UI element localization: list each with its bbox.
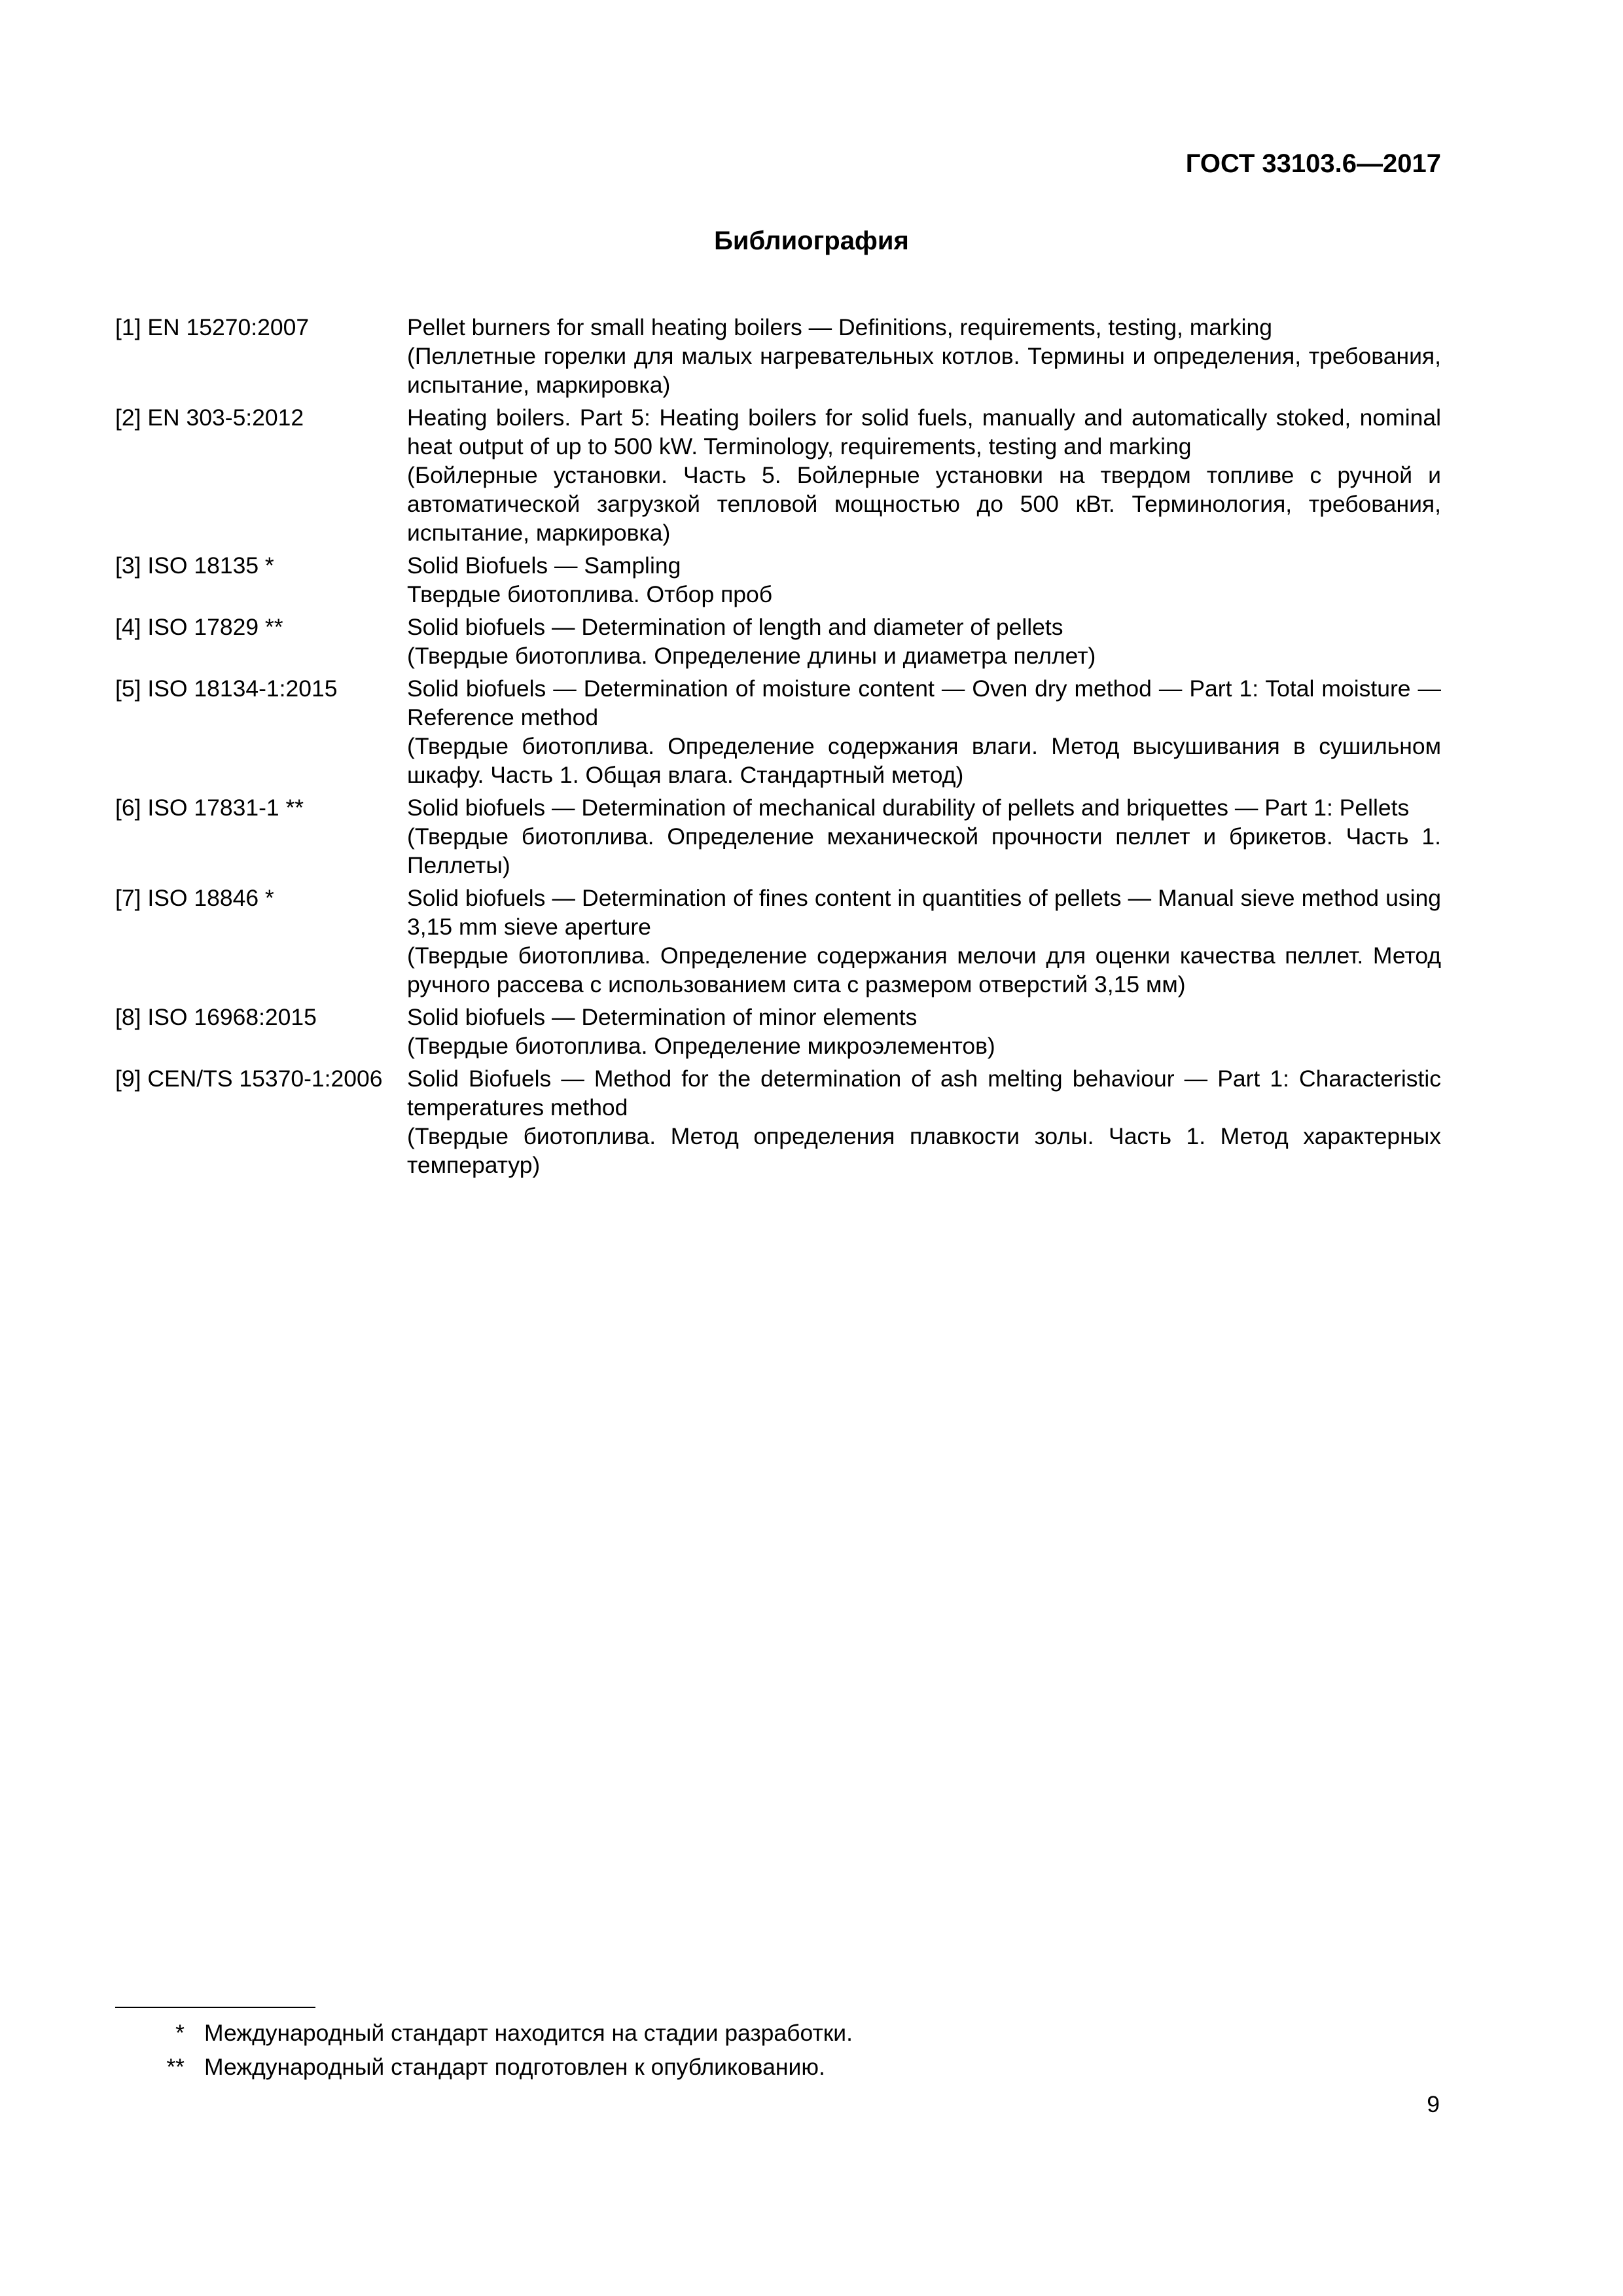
bibliography-description bbox=[407, 1003, 1441, 1060]
page-title: Библиография bbox=[714, 226, 909, 255]
bibliography-entry bbox=[115, 1064, 1441, 1179]
bibliography-description bbox=[407, 793, 1441, 880]
document-code: ГОСТ 33103.6—2017 bbox=[1185, 149, 1441, 178]
bibliography-reference: [8] ISO 16968:2015 bbox=[115, 1004, 317, 1030]
bibliography-reference: [7] ISO 18846 * bbox=[115, 885, 274, 911]
bibliography-description bbox=[407, 403, 1441, 547]
bibliography-description bbox=[407, 313, 1441, 399]
bibliography-description bbox=[407, 884, 1441, 999]
bibliography-title-ru: (Твердые биотоплива. Определение содержания влаги. Метод высушивания в сушильном шкафу. Часть 1. Общая влага. Стандартный метод) bbox=[407, 733, 1441, 788]
bibliography-title-en: Solid biofuels — Determination of fines content in quantities of pellets — Manual sieve method using 3,15 mm sieve aperture bbox=[407, 885, 1441, 940]
bibliography-reference: [9] CEN/TS 15370-1:2006 bbox=[115, 1066, 383, 1092]
bibliography-entry bbox=[115, 884, 1441, 999]
footnote bbox=[115, 2016, 1441, 2050]
bibliography-entry bbox=[115, 793, 1441, 880]
bibliography-title-en: Heating boilers. Part 5: Heating boilers for solid fuels, manually and automatically stoked, nominal heat output of up to 500 kW. Terminology, requirements, testing and marking bbox=[407, 404, 1441, 459]
bibliography-entry bbox=[115, 313, 1441, 399]
bibliography-title-ru: Твердые биотоплива. Отбор проб bbox=[407, 581, 773, 607]
bibliography-entry bbox=[115, 551, 1441, 609]
bibliography-entry bbox=[115, 613, 1441, 670]
bibliography-description bbox=[407, 1064, 1441, 1179]
bibliography-entry bbox=[115, 403, 1441, 547]
bibliography-title-ru: (Твердые биотоплива. Метод определения плавкости золы. Часть 1. Метод характерных температур) bbox=[407, 1123, 1441, 1178]
bibliography-title-en: Solid biofuels — Determination of mechanical durability of pellets and briquettes — Part 1: Pellets bbox=[407, 795, 1410, 821]
footnote-mark: * bbox=[175, 2020, 185, 2046]
bibliography-list bbox=[115, 313, 1441, 1183]
footnote bbox=[115, 2050, 1441, 2084]
bibliography-title-en: Solid biofuels — Determination of minor elements bbox=[407, 1004, 918, 1030]
bibliography-entry bbox=[115, 1003, 1441, 1060]
bibliography-title-en: Solid Biofuels — Method for the determination of ash melting behaviour — Part 1: Characteristic temperatures method bbox=[407, 1066, 1441, 1121]
bibliography-description bbox=[407, 551, 1441, 609]
bibliography-description bbox=[407, 613, 1441, 670]
bibliography-reference: [6] ISO 17831-1 ** bbox=[115, 795, 304, 821]
bibliography-reference: [2] EN 303-5:2012 bbox=[115, 404, 304, 431]
footnote-text: Международный стандарт находится на стадии разработки. bbox=[204, 2020, 853, 2046]
bibliography-description bbox=[407, 674, 1441, 789]
bibliography-reference: [4] ISO 17829 ** bbox=[115, 614, 283, 640]
page-number: 9 bbox=[1427, 2091, 1440, 2117]
bibliography-title-en: Solid biofuels — Determination of length and diameter of pellets bbox=[407, 614, 1063, 640]
bibliography-title-ru: (Твердые биотоплива. Определение механической прочности пеллет и брикетов. Часть 1. Пеллеты) bbox=[407, 823, 1441, 878]
bibliography-title-en: Solid Biofuels — Sampling bbox=[407, 552, 681, 579]
footnotes bbox=[115, 2016, 1441, 2084]
bibliography-entry bbox=[115, 674, 1441, 789]
bibliography-reference: [5] ISO 18134-1:2015 bbox=[115, 675, 338, 702]
bibliography-title-ru: (Твердые биотоплива. Определение содержания мелочи для оценки качества пеллет. Метод ручного рассева с использованием сита с размером отверстий 3,15 мм) bbox=[407, 942, 1441, 997]
footnote-mark: ** bbox=[166, 2054, 185, 2080]
bibliography-title-ru: (Твердые биотоплива. Определение микроэлементов) bbox=[407, 1033, 995, 1059]
bibliography-title-en: Solid biofuels — Determination of moisture content — Oven dry method — Part 1: Total moisture — Reference method bbox=[407, 675, 1441, 730]
bibliography-title-en: Pellet burners for small heating boilers — Definitions, requirements, testing, marking bbox=[407, 314, 1272, 340]
footnote-text: Международный стандарт подготовлен к опубликованию. bbox=[204, 2054, 825, 2080]
bibliography-title-ru: (Бойлерные установки. Часть 5. Бойлерные установки на твердом топливе с ручной и автоматической загрузкой тепловой мощностью до 500 кВт. Терминология, требования, испытание, маркировка) bbox=[407, 462, 1441, 546]
bibliography-title-ru: (Пеллетные горелки для малых нагревательных котлов. Термины и определения, требования, испытание, маркировка) bbox=[407, 343, 1441, 398]
footnote-divider bbox=[115, 2007, 315, 2008]
bibliography-title-ru: (Твердые биотоплива. Определение длины и диаметра пеллет) bbox=[407, 643, 1096, 669]
bibliography-reference: [3] ISO 18135 * bbox=[115, 552, 274, 579]
bibliography-reference: [1] EN 15270:2007 bbox=[115, 314, 310, 340]
